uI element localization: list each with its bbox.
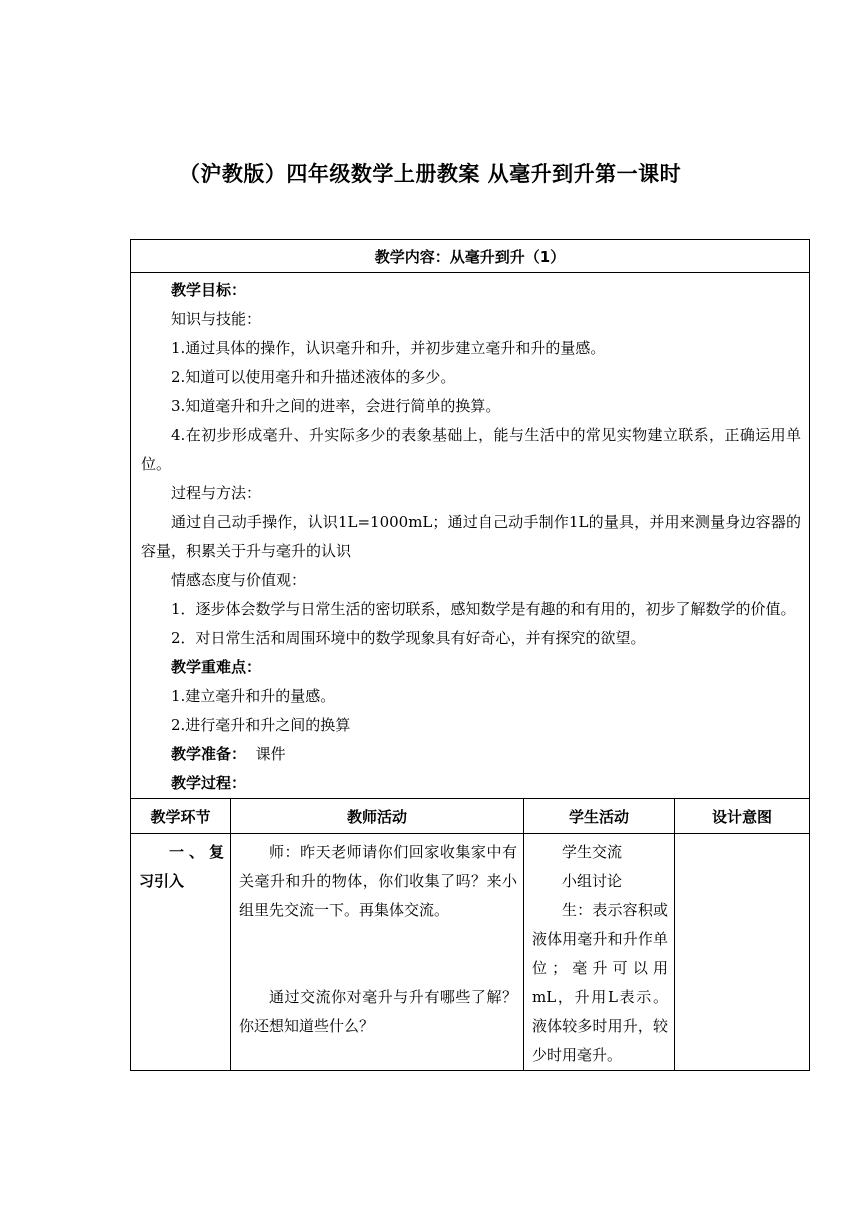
knowledge-item: 2.知道可以使用毫升和升描述液体的多少。 — [171, 368, 456, 386]
column-header-intent: 设计意图 — [675, 799, 810, 834]
objectives-heading: 教学目标： — [171, 281, 247, 299]
procedure-heading: 教学过程： — [171, 774, 247, 792]
document-title: （沪教版）四年级数学上册教案 从毫升到升第一课时 — [178, 162, 682, 186]
knowledge-item: 3.知道毫升和升之间的进率，会进行简单的换算。 — [171, 397, 501, 415]
teacher-activity-cell — [231, 834, 524, 1071]
column-header-teacher: 教师活动 — [231, 799, 524, 834]
keypoints-heading: 教学重难点： — [171, 658, 262, 676]
column-header-stage: 教学环节 — [131, 799, 231, 834]
student-activity-cell — [524, 834, 675, 1071]
table-row — [131, 834, 810, 1071]
student-activity-text: 小组讨论 — [562, 872, 623, 890]
lesson-plan-table — [130, 239, 810, 1071]
process-heading: 过程与方法： — [171, 484, 262, 502]
keypoint-item: 2.进行毫升和升之间的换算 — [171, 716, 351, 734]
process-text: 通过自己动手操作，认识1L=1000mL；通过自己动手制作1L的量具，并用来测量身边容器的容量，积累关于升与毫升的认识 — [141, 513, 802, 560]
knowledge-item: 4.在初步形成毫升、升实际多少的表象基础上，能与生活中的常见实物建立联系，正确运用单位。 — [141, 426, 802, 473]
student-activity-text: 学生交流 — [562, 843, 623, 861]
column-header-student: 学生活动 — [524, 799, 675, 834]
stage-cell — [131, 834, 231, 1071]
stage-label: 一、复习引入 — [139, 843, 224, 890]
teacher-activity-text: 通过交流你对毫升与升有哪些了解？你还想知道些什么？ — [239, 988, 517, 1035]
teaching-content-header: 教学内容：从毫升到升（1） — [131, 240, 810, 273]
knowledge-heading: 知识与技能： — [171, 310, 262, 328]
keypoint-item: 1.建立毫升和升的量感。 — [171, 687, 336, 705]
design-intent-cell — [675, 834, 810, 1071]
objectives-section — [131, 273, 810, 799]
student-activity-text: 生：表示容积或液体用毫升和升作单位；毫升可以用mL，升用L表示。液体较多时用升，较少时用毫升。 — [532, 901, 668, 1064]
attitude-heading: 情感态度与价值观： — [171, 571, 307, 589]
attitude-item: 2．对日常生活和周围环境中的数学现象具有好奇心，并有探究的欲望。 — [171, 629, 646, 647]
preparation-label: 教学准备： — [171, 745, 247, 763]
attitude-item: 1．逐步体会数学与日常生活的密切联系，感知数学是有趣的和有用的，初步了解数学的价值。 — [171, 600, 796, 618]
preparation-value: 课件 — [255, 745, 286, 763]
knowledge-item: 1.通过具体的操作，认识毫升和升，并初步建立毫升和升的量感。 — [171, 339, 606, 357]
preparation-line — [141, 740, 801, 769]
teacher-activity-text: 师：昨天老师请你们回家收集家中有关毫升和升的物体，你们收集了吗？来小组里先交流一下。再集体交流。 — [239, 843, 517, 919]
